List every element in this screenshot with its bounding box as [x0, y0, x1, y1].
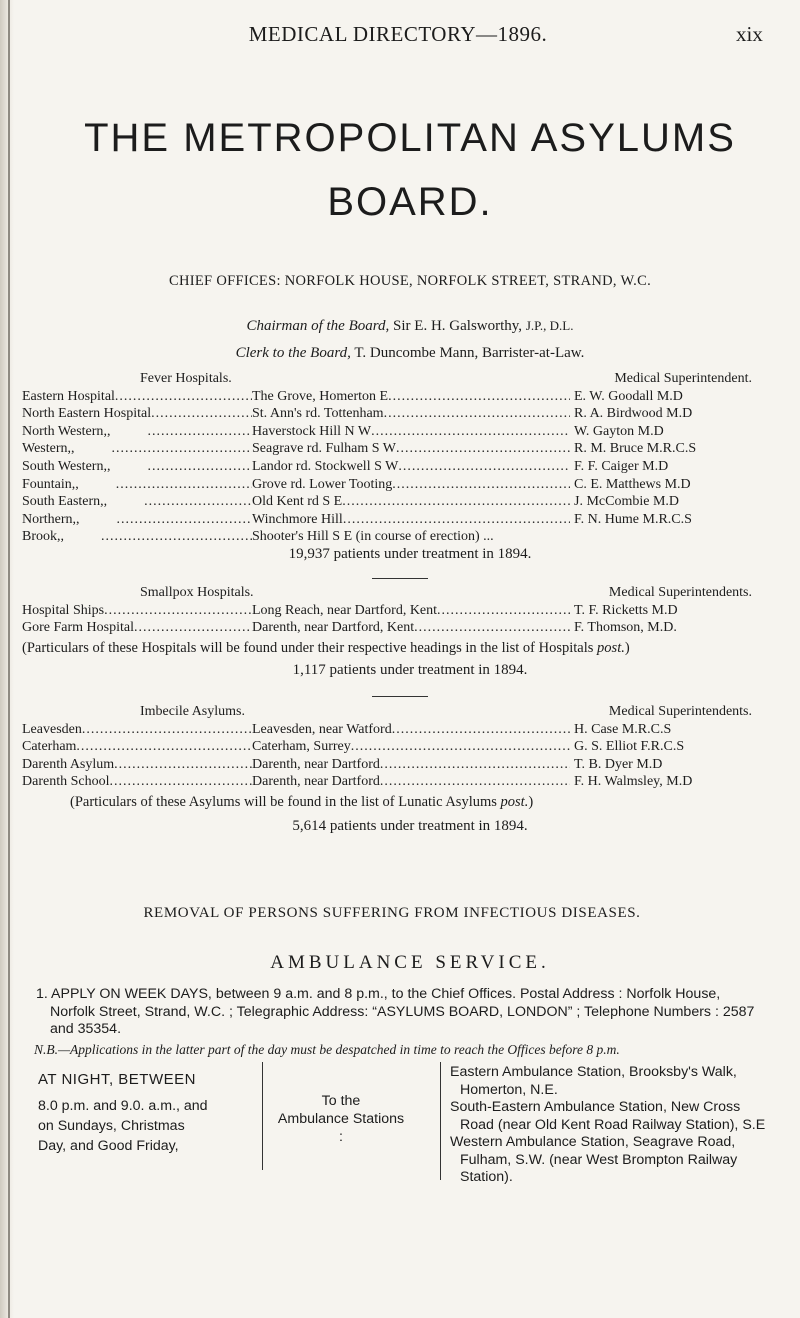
leader-dots	[351, 738, 570, 756]
leader-dots	[115, 388, 252, 406]
institution-name: Fountain	[22, 476, 72, 492]
leader-dots	[380, 756, 570, 774]
chairman-label: Chairman of the Board,	[246, 318, 390, 334]
superintendent-name: F. H. Walmsley, M.D	[574, 774, 693, 790]
leader-dots	[147, 458, 252, 476]
station-eastern: Eastern Ambulance Station, Brooksby's Walk, Homerton, N.E.	[450, 1064, 737, 1098]
leader-dots	[101, 528, 252, 546]
main-title-line-1: THE METROPOLITAN ASYLUMS	[84, 116, 736, 160]
apply-number: 1.	[36, 986, 48, 1002]
institution-address: Haverstock Hill N W	[252, 423, 372, 439]
smallpox-heading: Smallpox Hospitals.	[140, 585, 254, 600]
superintendent-name: R. M. Bruce M.R.C.S	[574, 441, 697, 457]
leader-dots	[151, 405, 252, 423]
leader-dots	[342, 493, 570, 511]
leader-dots	[343, 511, 570, 529]
table-row	[22, 423, 752, 441]
institution-name: Eastern Hospital	[22, 388, 115, 404]
institution-name: Western	[22, 441, 68, 457]
imbecile-table-header	[22, 703, 752, 721]
imbecile-asylums-table	[22, 703, 752, 791]
apply-paragraph	[22, 986, 762, 1039]
leader-dots	[392, 721, 570, 739]
superintendent-name: T. B. Dyer M.D	[574, 756, 663, 772]
institution-address: Darenth, near Dartford, Kent	[252, 620, 415, 636]
superintendent-name: J. McCombie M.D	[574, 494, 679, 510]
leader-dots	[392, 476, 570, 494]
leader-dots	[147, 423, 252, 441]
ditto-mark: ,,	[67, 441, 75, 457]
leader-dots	[384, 405, 570, 423]
removal-heading: REMOVAL OF PERSONS SUFFERING FROM INFECTIOUS DISEASES.	[143, 905, 641, 921]
institution-name: Darenth Asylum	[22, 756, 115, 772]
smallpox-total: 1,117 patients under treatment in 1894.	[292, 662, 528, 678]
institution-name: South Western	[22, 458, 104, 474]
ditto-mark: ,,	[100, 494, 108, 510]
smallpox-hospitals-table	[22, 584, 752, 637]
station-south-eastern: South-Eastern Ambulance Station, New Cross Road (near Old Kent Road Railway Station), S.E	[450, 1099, 766, 1133]
page-number: xix	[736, 22, 763, 46]
fever-superintendent-heading: Medical Superintendent.	[614, 371, 752, 386]
table-row	[22, 602, 752, 620]
smallpox-superintendent-heading: Medical Superintendents.	[608, 585, 752, 600]
institution-name: South Eastern	[22, 494, 101, 510]
superintendent-name: F. F. Caiger M.D	[574, 458, 669, 474]
leader-dots	[112, 440, 252, 458]
superintendent-name: E. W. Goodall M.D	[574, 388, 683, 404]
imbecile-note-text: (Particulars of these Asylums will be found in the list of Lunatic Asylums	[70, 794, 497, 810]
to-stations-line-2: Ambulance Stations :	[277, 1111, 405, 1145]
smallpox-note-post: post.	[597, 640, 625, 656]
chairman-line	[60, 318, 760, 335]
fever-heading: Fever Hospitals.	[140, 371, 232, 386]
institution-name: Hospital Ships	[22, 602, 105, 618]
institution-name: North Eastern Hospital	[22, 406, 152, 422]
leader-dots	[388, 388, 570, 406]
leader-dots	[114, 756, 252, 774]
leader-dots	[82, 721, 252, 739]
superintendent-name: W. Gayton M.D	[574, 423, 664, 439]
running-title: MEDICAL DIRECTORY—1896.	[248, 22, 548, 46]
ambulance-stations-list	[450, 1064, 770, 1187]
clerk-label: Clerk to the Board,	[235, 345, 351, 361]
institution-address: Grove rd. Lower Tooting	[252, 476, 393, 492]
institution-address: Seagrave rd. Fulham S W	[252, 441, 396, 457]
leader-dots	[109, 773, 252, 791]
imbecile-note-close: )	[528, 794, 534, 810]
leader-dots	[371, 423, 570, 441]
leader-dots	[104, 602, 252, 620]
ditto-mark: ,,	[72, 511, 80, 527]
imbecile-heading: Imbecile Asylums.	[140, 704, 245, 719]
imbecile-note	[22, 794, 800, 811]
night-line-2: on Sundays, Christmas	[38, 1118, 185, 1134]
institution-address: The Grove, Homerton E	[252, 388, 389, 404]
superintendent-name: C. E. Matthews M.D	[574, 476, 691, 492]
main-title-line-2: BOARD.	[327, 180, 493, 224]
institution-name: Leavesden	[22, 721, 82, 737]
superintendent-name: R. A. Birdwood M.D	[574, 406, 693, 422]
institution-address: Darenth, near Dartford	[252, 756, 380, 772]
leader-dots	[144, 493, 252, 511]
night-title: AT NIGHT, BETWEEN	[38, 1071, 196, 1088]
table-row	[22, 511, 752, 529]
chief-offices-line: CHIEF OFFICES: NORFOLK HOUSE, NORFOLK STREET, STRAND, W.C.	[169, 273, 651, 289]
night-line-1: 8.0 p.m. and 9.0. a.m., and	[38, 1098, 208, 1114]
imbecile-note-post: post.	[500, 794, 529, 810]
table-row	[22, 721, 752, 739]
institution-name: Brook	[22, 529, 57, 545]
institution-address: Long Reach, near Dartford, Kent	[252, 602, 438, 618]
institution-address: Landor rd. Stockwell S W	[252, 458, 399, 474]
institution-address: Leavesden, near Watford	[252, 721, 392, 737]
fever-total: 19,937 patients under treatment in 1894.	[288, 546, 532, 562]
left-brace	[262, 1062, 263, 1170]
to-stations-line-1: To the	[321, 1093, 361, 1109]
ambulance-service-heading: AMBULANCE SERVICE.	[270, 952, 550, 973]
night-hours-block	[38, 1070, 238, 1156]
ditto-mark: ,,	[71, 476, 79, 492]
leader-dots	[396, 440, 570, 458]
table-row	[22, 528, 752, 546]
to-stations-label	[276, 1092, 406, 1146]
institution-name: Northern	[22, 511, 73, 527]
superintendent-name: F. Thomson, M.D.	[574, 620, 677, 636]
ditto-mark: ,,	[57, 529, 64, 545]
table-row	[22, 458, 752, 476]
table-row	[22, 405, 752, 423]
institution-address: Darenth, near Dartford	[252, 774, 380, 790]
institution-address: Old Kent rd S E	[252, 494, 343, 510]
leader-dots	[76, 738, 252, 756]
section-divider	[372, 578, 428, 579]
clerk-line	[60, 345, 760, 362]
institution-name: Caterham	[22, 739, 77, 755]
institution-name: Darenth School	[22, 774, 110, 790]
station-western: Western Ambulance Station, Seagrave Road, Fulham, S.W. (near West Brompton Railway Station).	[450, 1134, 738, 1185]
smallpox-note	[22, 640, 762, 657]
apply-lead: APPLY ON WEEK DAYS,	[51, 986, 212, 1002]
leader-dots	[134, 619, 252, 637]
nb-note: N.B.—Applications in the latter part of the day must be despatched in time to reach the Offices before 8 p.m.	[34, 1042, 620, 1057]
institution-address: Winchmore Hill	[252, 511, 343, 527]
superintendent-name: T. F. Ricketts M.D	[574, 602, 678, 618]
leader-dots	[398, 458, 570, 476]
table-row	[22, 388, 752, 406]
right-brace	[440, 1062, 441, 1180]
leader-dots	[437, 602, 570, 620]
chairman-name: Sir E. H. Galsworthy,	[393, 318, 523, 334]
leader-dots	[380, 773, 570, 791]
institution-address: Shooter's Hill S E (in course of erection) ...	[252, 529, 494, 545]
smallpox-table-header	[22, 584, 752, 602]
institution-name: North Western	[22, 423, 104, 439]
fever-table-header	[22, 370, 752, 388]
section-divider	[372, 696, 428, 697]
institution-address: Caterham, Surrey	[252, 739, 351, 755]
leader-dots	[414, 619, 570, 637]
table-row	[22, 493, 752, 511]
imbecile-total: 5,614 patients under treatment in 1894.	[292, 818, 528, 834]
superintendent-name: F. N. Hume M.R.C.S	[574, 511, 692, 527]
ditto-mark: ,,	[103, 458, 111, 474]
leader-dots	[117, 511, 252, 529]
table-row	[22, 619, 752, 637]
apply-text: between 9 a.m. and 8 p.m., to the Chief Offices. Postal Address : Norfolk House, Norfolk Street, Strand, W.C. ; Telegraphic Address: “ASYLUMS BOARD, LONDON” ; Telephone Numbers : 2587 and 35354.	[50, 986, 755, 1037]
fever-hospitals-table	[22, 370, 752, 546]
institution-name: Gore Farm Hospital	[22, 620, 134, 636]
leader-dots	[116, 476, 252, 494]
table-row	[22, 738, 752, 756]
institution-address: St. Ann's rd. Tottenham	[252, 406, 384, 422]
superintendent-name: H. Case M.R.C.S	[574, 721, 672, 737]
smallpox-note-close: )	[624, 640, 630, 656]
smallpox-note-text: (Particulars of these Hospitals will be found under their respective headings in the list of Hospitals	[22, 640, 594, 656]
night-line-3: Day, and Good Friday,	[38, 1138, 179, 1154]
imbecile-superintendent-heading: Medical Superintendents.	[608, 704, 752, 719]
clerk-name: T. Duncombe Mann, Barrister-at-Law.	[354, 345, 585, 361]
table-row	[22, 476, 752, 494]
table-row	[22, 773, 752, 791]
table-row	[22, 756, 752, 774]
ditto-mark: ,,	[103, 423, 111, 439]
table-row	[22, 440, 752, 458]
chairman-title: J.P., D.L.	[525, 318, 574, 333]
superintendent-name: G. S. Elliot F.R.C.S	[574, 739, 685, 755]
